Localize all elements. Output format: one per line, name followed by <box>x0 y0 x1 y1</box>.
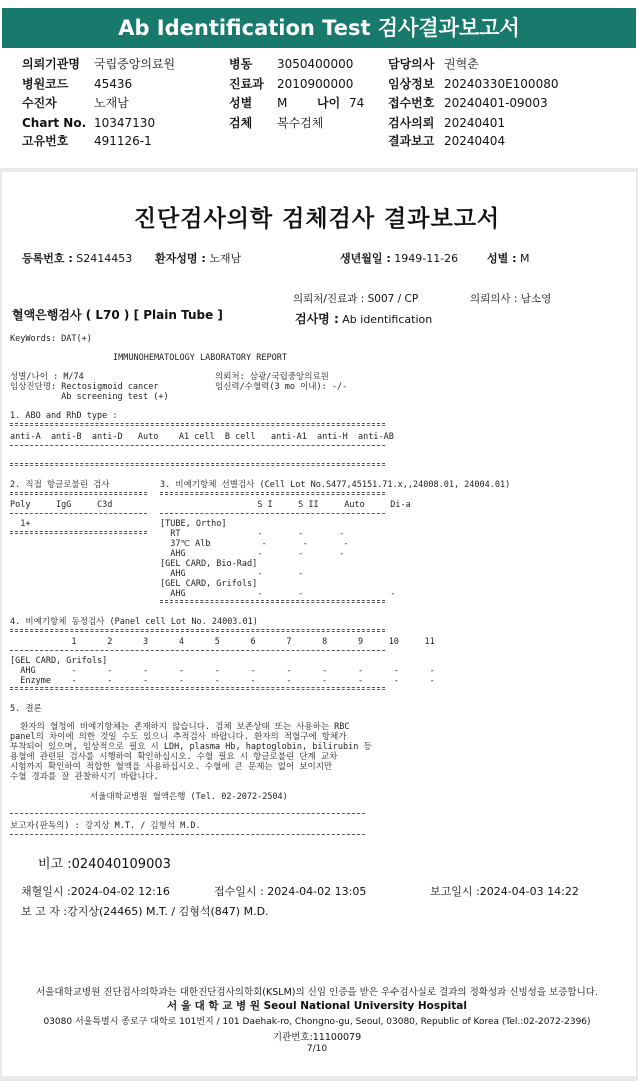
field-value: 20240401 <box>444 116 506 130</box>
conclusion-line: 시험까지 확인하여 적합한 혈액을 사용하십시오. 수혈에 큰 문제는 없어 보이지만 <box>10 762 333 772</box>
conclusion-line: panel의 차이에 의한 것일 수도 있으니 추적검사 바랍니다. 환자의 적혈구에 항체가 <box>10 732 347 742</box>
page-number: 7/10 <box>306 1044 328 1054</box>
field-label: 결과보고 <box>388 134 435 148</box>
birthdate-label: 생년월일 : <box>340 252 391 265</box>
sex-label: 성별 : <box>487 252 517 265</box>
immunohematology-heading: IMMUNOHEMATOLOGY LABORATORY REPORT <box>113 353 287 363</box>
section-abo-rhd: 1. ABO and RhD type : <box>10 411 118 421</box>
field-label: 의뢰기관명 <box>22 57 80 71</box>
divider <box>10 687 385 690</box>
conclusion-line: 수혈 경과를 잘 관찰하시기 바랍니다. <box>10 772 159 782</box>
field-value: M <box>277 96 288 110</box>
section-conclusion: 5. 결론 <box>10 704 42 714</box>
field-label: Chart No. <box>22 116 87 130</box>
field-label: 접수번호 <box>388 96 435 110</box>
header-row-department <box>229 77 353 92</box>
field-label: 수진자 <box>22 96 57 110</box>
header-row-chart-no <box>22 116 155 131</box>
panel-row: [GEL CARD, Grifols] <box>10 656 108 666</box>
conclusion-line: 환자의 혈청에 비예기항체는 존재하지 않습니다. 검체 보존상태 또는 사용하는 RBC <box>10 722 350 732</box>
dat-columns: Poly IgG C3d <box>10 500 113 510</box>
field-value: 491126-1 <box>94 134 152 148</box>
header-row-requested <box>388 116 505 131</box>
dat-result: 1+ <box>10 519 31 529</box>
screen-row: AHG - - <box>160 569 304 579</box>
conclusion-line: 부착되어 있으며, 임상적으로 필요 시 LDH, plasma Hb, haptoglobin, bilirubin 등 <box>10 742 372 752</box>
field-value: 3050400000 <box>277 57 354 71</box>
referring-dept: 의뢰처/진료과 : S007 / CP <box>293 293 419 305</box>
field-value: 노재남 <box>94 96 129 110</box>
screen-row: [GEL CARD, Grifols] <box>160 579 258 589</box>
divider <box>160 600 385 603</box>
field-value: 45436 <box>94 77 133 91</box>
reporter-field <box>21 905 269 918</box>
report-title-bar: Ab Identification Test 검사결과보고서 <box>2 8 636 48</box>
panel-row: AHG - - - - - - - - - - - <box>10 666 435 676</box>
divider <box>10 813 365 814</box>
note-value: 024040109003 <box>71 857 171 872</box>
sex-field <box>487 252 529 265</box>
note-field <box>38 858 171 871</box>
field-label: 고유번호 <box>22 134 69 148</box>
age-value: 74 <box>349 96 365 110</box>
field-value: 10347130 <box>94 116 156 130</box>
divider <box>10 650 385 651</box>
field-label: 임상정보 <box>388 77 435 91</box>
hospital-name: 서 울 대 학 교 병 원 Seoul National University Hospital <box>167 1000 467 1012</box>
screen-row: AHG - - - <box>160 589 396 599</box>
lab-report-title: 진단검사의학 검체검사 결과보고서 <box>133 206 501 232</box>
header-row-ward <box>229 57 353 72</box>
birthdate-value: 1949-11-26 <box>394 252 459 265</box>
divider <box>10 629 385 632</box>
header-row-accession <box>388 96 548 111</box>
field-label: 진료과 <box>229 77 264 91</box>
sex-value: M <box>519 252 530 265</box>
divider <box>10 513 147 514</box>
collection-time: 채혈일시 :2024-04-02 12:16 <box>21 885 170 898</box>
exam-name-field <box>295 313 432 326</box>
divider <box>160 513 385 514</box>
clinical-diagnosis: 임상진단명: Rectosigmoid cancer <box>10 382 159 392</box>
divider <box>160 492 385 495</box>
field-value: 국립중앙의료원 <box>94 57 176 71</box>
panel-row: Enzyme - - - - - - - - - - - <box>10 676 435 686</box>
header-row-reported <box>388 134 505 149</box>
section-antibody-screen: 3. 비예기항체 선별검사 (Cell Lot No.S477,45151.71.x,,24008.01, 24004.01) <box>160 480 511 490</box>
section-antibody-identification: 4. 비예기항체 동정검사 (Panel cell Lot No. 24003.01) <box>10 617 258 627</box>
header-row-hospital-code <box>22 77 132 92</box>
reporter-value: :강지상(24465) M.T. / 김형석(847) M.D. <box>63 905 269 918</box>
patient-name-label: 환자성명 : <box>155 252 206 265</box>
screen-row: [TUBE, Ortho] <box>160 519 227 529</box>
institution-number: 기관번호:11100079 <box>272 1032 362 1043</box>
screen-row: 37℃ Alb - - - <box>160 539 349 549</box>
header-row-sex <box>229 96 364 111</box>
abo-columns: anti-A anti-B anti-D Auto A1 cell B cell anti-A1 anti-H anti-AB <box>10 432 394 442</box>
header-row-specimen <box>229 116 323 131</box>
field-value: 20240404 <box>444 134 506 148</box>
header-row-doctor <box>388 57 479 72</box>
birthdate-field <box>340 252 458 265</box>
field-label: 병원코드 <box>22 77 69 91</box>
header-row-clinical-info <box>388 77 558 92</box>
field-value: 2010900000 <box>277 77 354 91</box>
screen-columns: S I S II Auto Di-a <box>160 500 411 510</box>
header-row-patient <box>22 96 129 111</box>
exam-label: 검사명 : <box>295 312 339 326</box>
keywords: KeyWords: DAT(+) <box>10 334 92 344</box>
header-row-unique-no <box>22 134 152 149</box>
field-label: 검체 <box>229 116 253 130</box>
field-label: 담당의사 <box>388 57 435 71</box>
field-label: 병동 <box>229 57 253 71</box>
field-value: 20240401-09003 <box>444 96 548 110</box>
screen-row: [GEL CARD, Bio-Rad] <box>160 559 258 569</box>
screen-row: AHG - - - <box>160 549 345 559</box>
panel-columns: 1 2 3 4 5 6 7 8 9 10 11 <box>10 637 435 647</box>
section-dat: 2. 직접 항글로불린 검사 <box>10 480 110 490</box>
divider <box>10 423 385 426</box>
screening-note: Ab screening test (+) <box>10 392 169 402</box>
referral-line: 의뢰처: 삼광/국립중앙의료원 <box>215 372 329 382</box>
report-time: 보고일시 :2024-04-03 14:22 <box>430 885 579 898</box>
age-label: 나이 <box>317 96 341 110</box>
registration-field <box>22 252 132 265</box>
divider <box>10 445 385 446</box>
divider <box>10 463 385 466</box>
receipt-time: 접수일시 : 2024-04-02 13:05 <box>214 885 367 898</box>
registration-value: S2414453 <box>76 252 133 265</box>
field-label: 성별 <box>229 96 253 110</box>
blood-bank-contact: 서울대학교병원 혈액은행 (Tel. 02-2072-2504) <box>90 792 288 802</box>
sex-age-line: 성별/나이 : M/74 <box>10 372 84 382</box>
field-value: 권혁춘 <box>444 57 479 71</box>
reporter-label: 보 고 자 <box>21 905 60 918</box>
screen-row: RT - - - <box>160 529 345 539</box>
header-row-institution <box>22 57 175 72</box>
hospital-address: 03080 서울특별시 종로구 대학로 101번지 / 101 Daehak-ro, Chongno-gu, Seoul, 03080, Republic of Korea (Tel.:02-2072-2396) <box>43 1017 591 1027</box>
field-value: 복수검체 <box>277 116 324 130</box>
note-label: 비고 : <box>38 857 72 872</box>
exam-value: Ab identification <box>342 313 433 326</box>
referring-doctor: 의뢰의사 : 남소영 <box>470 293 552 305</box>
divider <box>10 531 147 534</box>
pregnancy-transfusion-history: 임신력/수혈력(3 mo 이내): -/- <box>215 382 348 392</box>
lab-reporter: 보고자(판독의) : 강지상 M.T. / 김형석 M.D. <box>10 821 201 831</box>
conclusion-line: 용혈에 관련된 검사를 시행하여 확인하십시오. 수혈 필요 시 항글로불린 단계 교차 <box>10 752 338 762</box>
field-label: 검사의뢰 <box>388 116 435 130</box>
patient-name-value: 노재남 <box>209 252 242 265</box>
divider <box>10 492 147 495</box>
accreditation-statement: 서울대학교병원 진단검사의학과는 대한진단검사의학회(KSLM)의 신임 인증을 받은 우수검사실로 결과의 정확성과 신빙성을 보증합니다. <box>36 987 598 998</box>
divider <box>10 834 365 835</box>
registration-label: 등록번호 : <box>22 252 73 265</box>
test-name: 혈액은행검사 ( L70 ) [ Plain Tube ] <box>12 308 223 322</box>
patient-name-field <box>155 252 241 265</box>
field-value: 20240330E100080 <box>444 77 559 91</box>
